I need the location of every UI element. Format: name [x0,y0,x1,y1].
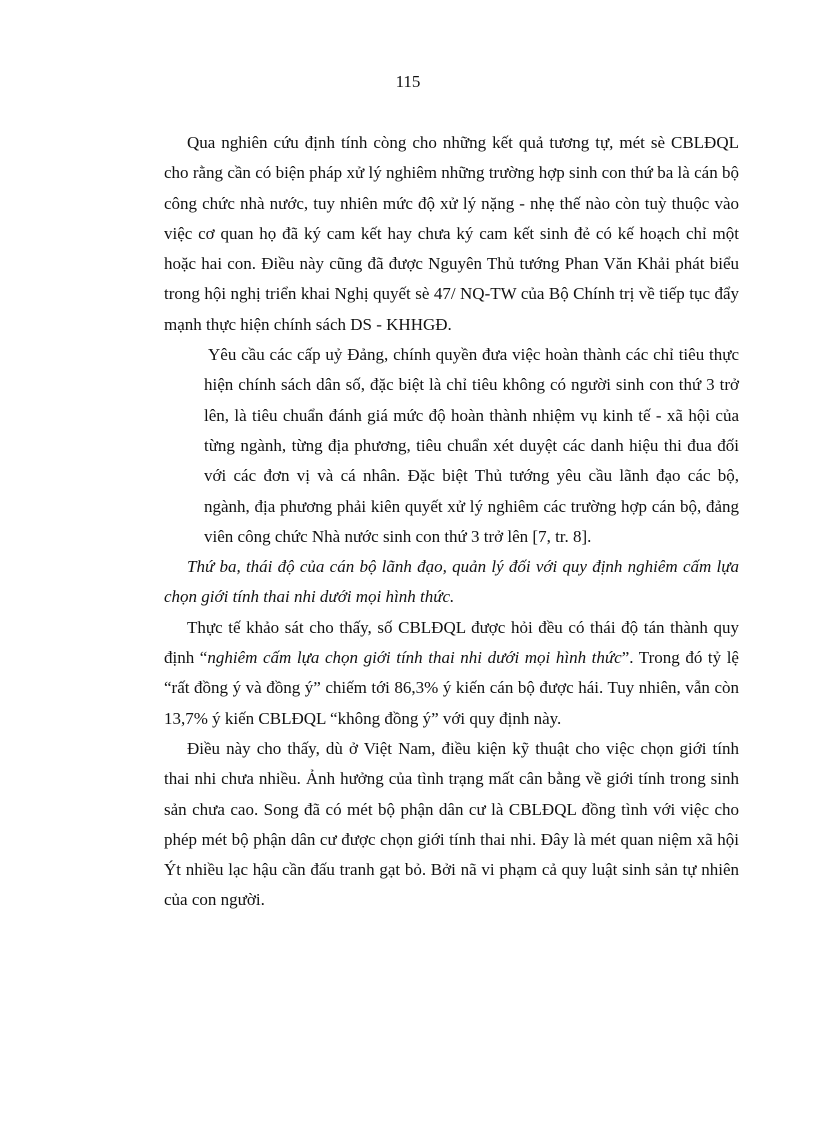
block-quote: Yêu cầu các cấp uỷ Đảng, chính quyền đưa việc hoàn thành các chỉ tiêu thực hiện chính sách dân số, đặc biệt là chỉ tiêu không có người sinh con thứ 3 trở lên, là tiêu chuẩn đánh giá mức độ hoàn thành nhiệm vụ kinh tế - xã hội của từng ngành, từng địa phương, tiêu chuẩn xét duyệt các danh hiệu thi đua đối với các đơn vị và cá nhân. Đặc biệt Thủ tướng yêu cầu lãnh đạo các bộ, ngành, địa phương phải kiên quyết xử lý nghiêm các trường hợp cán bộ, đảng viên công chức Nhà nước sinh con thứ 3 trở lên [7, tr. 8]. [204,345,739,546]
paragraph-survey [164,613,739,734]
paragraph-section-heading: Thứ ba, thái độ của cán bộ lãnh đạo, quản lý đối với quy định nghiêm cấm lựa chọn giới tính thai nhi dưới mọi hình thức. [164,557,739,607]
document-body [164,128,739,916]
paragraph-1: Qua nghiên cứu định tính còng cho những kết quả tương tự, mét sè CBLĐQL cho rằng cần có biện pháp xử lý nghiêm những trường hợp sinh con thứ ba là cán bộ công chức nhà nước, tuy nhiên mức độ xử lý nặng - nhẹ thế nào còn tuỳ thuộc vào việc cơ quan họ đã ký cam kết hay chưa ký cam kết sinh đẻ có kế hoạch chỉ một hoặc hai con. Điều này cũng đã được Nguyên Thủ tướng Phan Văn Khải phát biểu trong hội nghị triển khai Nghị quyết sè 47/ NQ-TW của Bộ Chính trị về tiếp tục đẩy mạnh thực hiện chính sách DS - KHHGĐ. [164,133,739,334]
paragraph-conclusion: Điều này cho thấy, dù ở Việt Nam, điều kiện kỹ thuật cho việc chọn giới tính thai nhi chưa nhiều. Ảnh hưởng của tình trạng mất cân bằng về giới tính trong sinh sản chưa cao. Song đã có mét bộ phận dân cư là CBLĐQL đồng tình với việc cho phép mét bộ phận dân cư được chọn giới tính thai nhi. Đây là mét quan niệm xã hội Ýt nhiều lạc hậu cần đấu tranh gạt bỏ. Bởi nã vi phạm cả quy luật sinh sản tự nhiên của con người. [164,738,739,910]
survey-text-before: Thực tế khảo sát cho thấy, số CBLĐQL được hỏi đều có thái độ tán thành quy định “ [164,617,739,668]
page-number: 115 [395,72,421,91]
survey-text-after: ”. Trong đó tỷ lệ “rất đồng ý và đồng ý” chiếm tới 86,3% ý kiến cán bộ được hái. Tuy nhiên, vẫn còn 13,7% ý kiến CBLĐQL “không đồng ý” với quy định này. [164,648,739,728]
survey-text-italic: nghiêm cấm lựa chọn giới tính thai nhi dưới mọi hình thức [207,648,622,668]
